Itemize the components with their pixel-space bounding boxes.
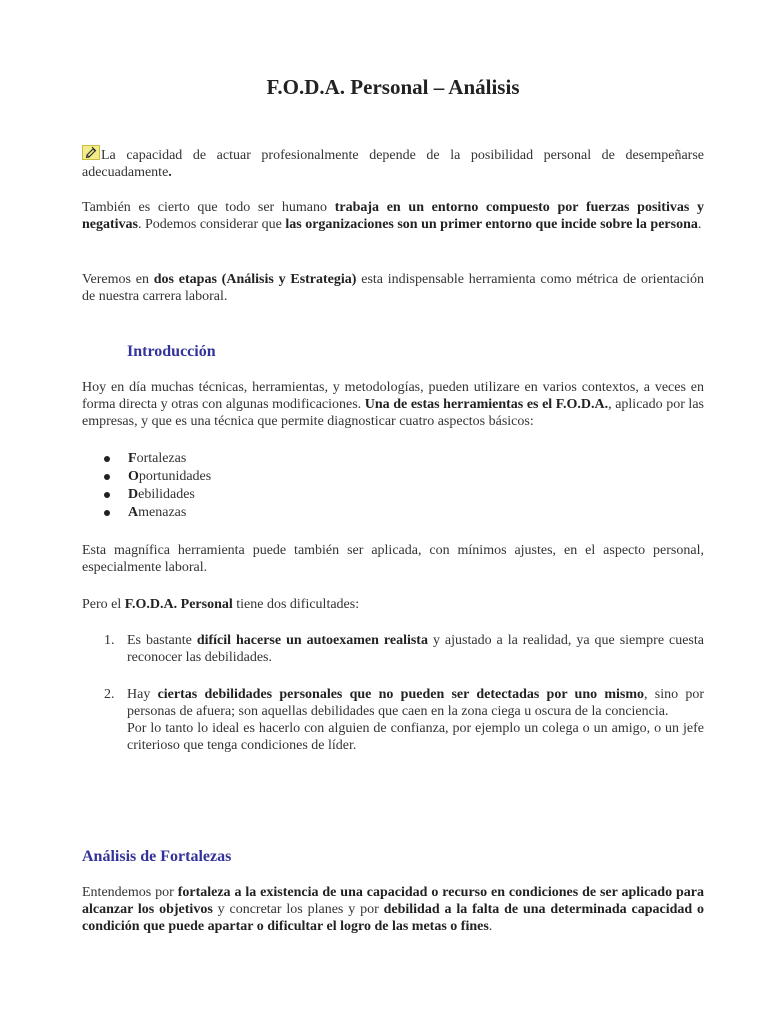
bullet-text: portunidades <box>138 469 212 484</box>
section-heading-fortalezas <box>82 847 704 867</box>
intro-p2-bold-2: las organizaciones son un primer entorno que incide sobre la persona <box>285 217 698 232</box>
list-item <box>82 486 704 504</box>
bullet-text: ortalezas <box>136 451 187 466</box>
numbered-item-1 <box>82 632 704 666</box>
item-2-d: Por lo tanto lo ideal es hacerlo con alguien de confianza, por ejemplo un colega o un amigo, o un jefe criterioso que tenga condiciones de líder. <box>127 721 704 753</box>
numbered-item-2 <box>82 686 704 754</box>
fortalezas-bold-2: debilidad a la falta de una determinada capacidad o condición que puede apartar o dificultar el logro de las metas o fines <box>82 902 705 934</box>
bullet-icon <box>104 474 110 480</box>
item-1-c: y ajustado a la realidad, ya que siempre cuesta reconocer las debilidades. <box>127 633 704 665</box>
list-item <box>82 468 704 486</box>
fortalezas-c: y concretar los planes y por <box>212 902 384 917</box>
item-number: 1. <box>104 633 115 648</box>
intro-text-1-end: . <box>168 165 172 180</box>
fortalezas-paragraph <box>82 884 704 935</box>
bullet-icon <box>104 510 110 516</box>
pencil-note-icon <box>82 145 100 160</box>
intro-p3-a: Veremos en <box>82 272 154 287</box>
intro-paragraph-2 <box>82 199 704 233</box>
introduccion-paragraph-1 <box>82 379 704 430</box>
introduccion-heading: Introducción <box>127 343 216 360</box>
intro-p2-e: . <box>697 217 702 232</box>
intro-p3-c: esta indispensable herramienta como métrica de orientación de nuestra carrera laboral. <box>82 272 704 304</box>
intro-p2-a: También es cierto que todo ser humano <box>82 200 335 215</box>
introduccion-p1-a: Hoy en día muchas técnicas, herramientas, y metodologías, pueden utilizare en varios contextos, a veces en forma directa y otras con algunas modificaciones. <box>82 380 704 412</box>
bullet-text: menazas <box>138 505 187 520</box>
fortalezas-a: Entendemos por <box>82 885 178 900</box>
bullet-initial: O <box>128 469 139 484</box>
introduccion-p1-bold: Una de estas herramientas es el F.O.D.A. <box>364 397 609 412</box>
introduccion-p1-c: , aplicado por las empresas, y que es una técnica que permite diagnosticar cuatro aspectos básicos: <box>82 397 704 429</box>
bullet-initial: A <box>128 505 139 520</box>
fortalezas-bold-1: fortaleza a la existencia de una capacidad o recurso en condiciones de ser aplicado para alcanzar los objetivos <box>82 885 704 917</box>
introduccion-p3-a: Pero el <box>82 597 125 612</box>
item-2-a: Hay <box>127 687 158 702</box>
section-heading-introduccion <box>127 342 704 362</box>
item-1-a: Es bastante <box>127 633 197 648</box>
introduccion-p3-c: tiene dos dificultades: <box>232 597 360 612</box>
bullet-text: ebilidades <box>138 487 195 502</box>
fortalezas-heading: Análisis de Fortalezas <box>82 848 232 865</box>
foda-bullet-list <box>82 450 704 522</box>
bullet-icon <box>104 492 110 498</box>
page-title: F.O.D.A. Personal – Análisis <box>266 75 520 99</box>
intro-paragraph-1 <box>82 145 704 181</box>
intro-p3-bold: dos etapas (Análisis y Estrategia) <box>153 272 357 287</box>
introduccion-p2: Esta magnífica herramienta puede también ser aplicada, con mínimos ajustes, en el aspecto personal, especialmente laboral. <box>82 543 704 575</box>
fortalezas-e: . <box>488 919 493 934</box>
list-item <box>82 450 704 468</box>
list-item <box>82 504 704 522</box>
item-2-c: , sino por personas de afuera; son aquellas debilidades que caen en la zona ciega u oscura de la conciencia. <box>127 687 704 719</box>
intro-paragraph-3 <box>82 271 704 305</box>
item-number: 2. <box>104 687 115 702</box>
introduccion-paragraph-3 <box>82 596 704 613</box>
bullet-initial: F <box>128 451 137 466</box>
item-1-bold: difícil hacerse un autoexamen realista <box>196 633 428 648</box>
introduccion-paragraph-2 <box>82 542 704 576</box>
bullet-icon <box>104 456 110 462</box>
introduccion-p3-bold: F.O.D.A. Personal <box>124 597 233 612</box>
bullet-initial: D <box>128 487 139 502</box>
intro-text-1: La capacidad de actuar profesionalmente depende de la posibilidad personal de desempeñarse adecuadamente <box>82 148 704 180</box>
intro-p2-bold-1: trabaja en un entorno compuesto por fuerzas positivas y negativas <box>82 200 704 232</box>
intro-p2-c: . Podemos considerar que <box>138 217 286 232</box>
item-2-bold: ciertas debilidades personales que no pueden ser detectadas por uno mismo <box>157 687 645 702</box>
